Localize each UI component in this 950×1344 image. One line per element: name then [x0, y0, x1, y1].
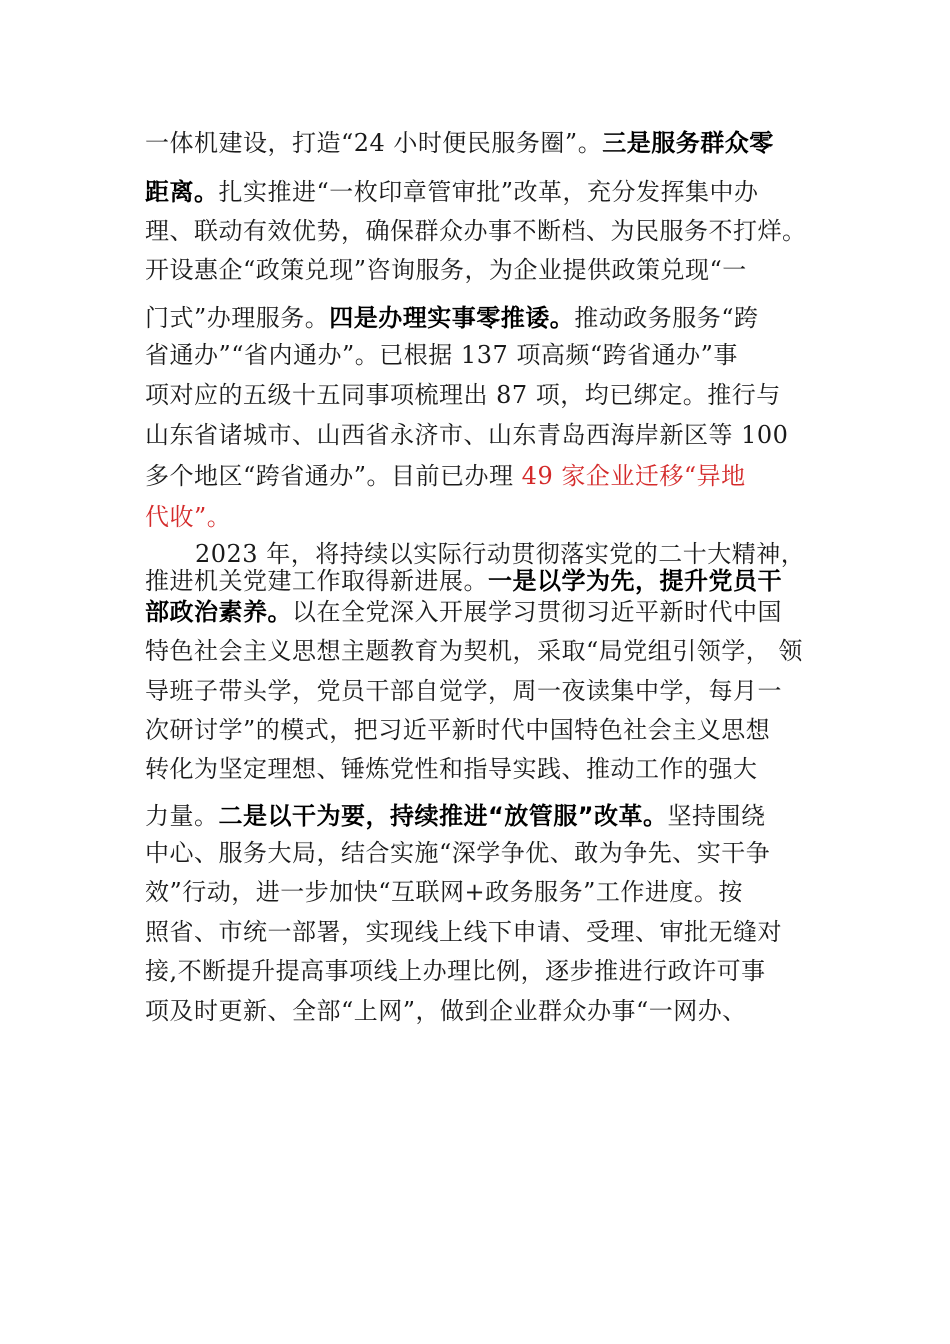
text-line [145, 597, 782, 627]
text-line [145, 877, 743, 907]
text-run: 2023 年，将持续以实际行动贯彻落实党的二十大精神， [195, 540, 806, 568]
text-line [145, 255, 747, 285]
text-line [145, 636, 803, 666]
text-line [145, 754, 758, 784]
text-line [145, 216, 807, 246]
text-line [145, 917, 782, 947]
text-run: 多个地区“跨省通办”。目前已办理 [145, 462, 522, 490]
text-run: 次研讨学”的模式，把习近平新时代中国特色社会主义思想 [145, 716, 771, 744]
text-line [145, 566, 782, 596]
text-run: 中心、服务大局，结合实施“深学争优、敢为争先、实干争 [145, 839, 771, 867]
bold-heading-run: 部政治素养。 [145, 598, 292, 626]
text-run: 省通办”“省内通办”。已根据 137 项高频“跨省通办”事 [145, 341, 738, 369]
bold-heading-run: 二是以干为要，持续推进“放管服”改革。 [218, 802, 668, 830]
text-run: 理、联动有效优势，确保群众办事不断档、为民服务不打烊。 [145, 217, 807, 245]
text-run: 接,不断提升提高事项线上办理比例，逐步推进行政许可事 [145, 957, 766, 985]
text-run: 坚持围绕 [667, 802, 766, 830]
text-run: 扎实推进“一枚印章管审批”改革，充分发挥集中办 [218, 178, 759, 206]
paragraph-first-line [195, 539, 805, 569]
text-line [145, 128, 774, 158]
text-line [145, 956, 766, 986]
text-line [145, 461, 746, 491]
text-run: 导班子带头学，党员干部自觉学，周一夜读集中学，每月一 [145, 677, 782, 705]
text-line [145, 801, 766, 831]
bold-heading-run: 一是以学为先，提升党员干 [488, 567, 782, 595]
red-highlight-run: 49 家企业迁移“异地 [521, 462, 746, 490]
text-run: 特色社会主义思想主题教育为契机，采取“局党组引领学， 领 [145, 637, 803, 665]
text-run: 效”行动，进一步加快“互联网+政务服务”工作进度。按 [145, 878, 743, 906]
text-line [145, 303, 759, 333]
text-line [145, 715, 770, 745]
text-line [145, 838, 770, 868]
bold-heading-run: 四是办理实事零推诿。 [329, 304, 575, 332]
text-run: 转化为坚定理想、锤炼党性和指导实践、推动工作的强大 [145, 755, 758, 783]
text-run: 力量。 [145, 802, 219, 830]
text-line [145, 177, 759, 207]
text-run: 以在全党深入开展学习贯彻习近平新时代中国 [292, 598, 782, 626]
text-line [145, 502, 231, 532]
text-run: 一体机建设，打造“24 小时便民服务圈”。 [145, 129, 603, 157]
text-line [145, 380, 781, 410]
text-line [145, 340, 738, 370]
text-line [145, 420, 788, 450]
text-run: 项及时更新、全部“上网”，做到企业群众办事“一网办、 [145, 997, 747, 1025]
red-highlight-run: 代收”。 [145, 503, 232, 531]
text-run: 照省、市统一部署，实现线上线下申请、受理、审批无缝对 [145, 918, 782, 946]
text-run: 门式”办理服务。 [145, 304, 330, 332]
text-run: 推动政务服务“跨 [574, 304, 759, 332]
bold-heading-run: 三是服务群众零 [602, 129, 774, 157]
text-run: 山东省诸城市、山西省永济市、山东青岛西海岸新区等 100 [145, 421, 789, 449]
text-run: 项对应的五级十五同事项梳理出 87 项，均已绑定。推行与 [145, 381, 781, 409]
text-line [145, 996, 747, 1026]
text-run: 开设惠企“政策兑现”咨询服务，为企业提供政策兑现“一 [145, 256, 747, 284]
text-run: 推进机关党建工作取得新进展。 [145, 567, 488, 595]
text-line [145, 676, 782, 706]
bold-heading-run: 距离。 [145, 178, 219, 206]
